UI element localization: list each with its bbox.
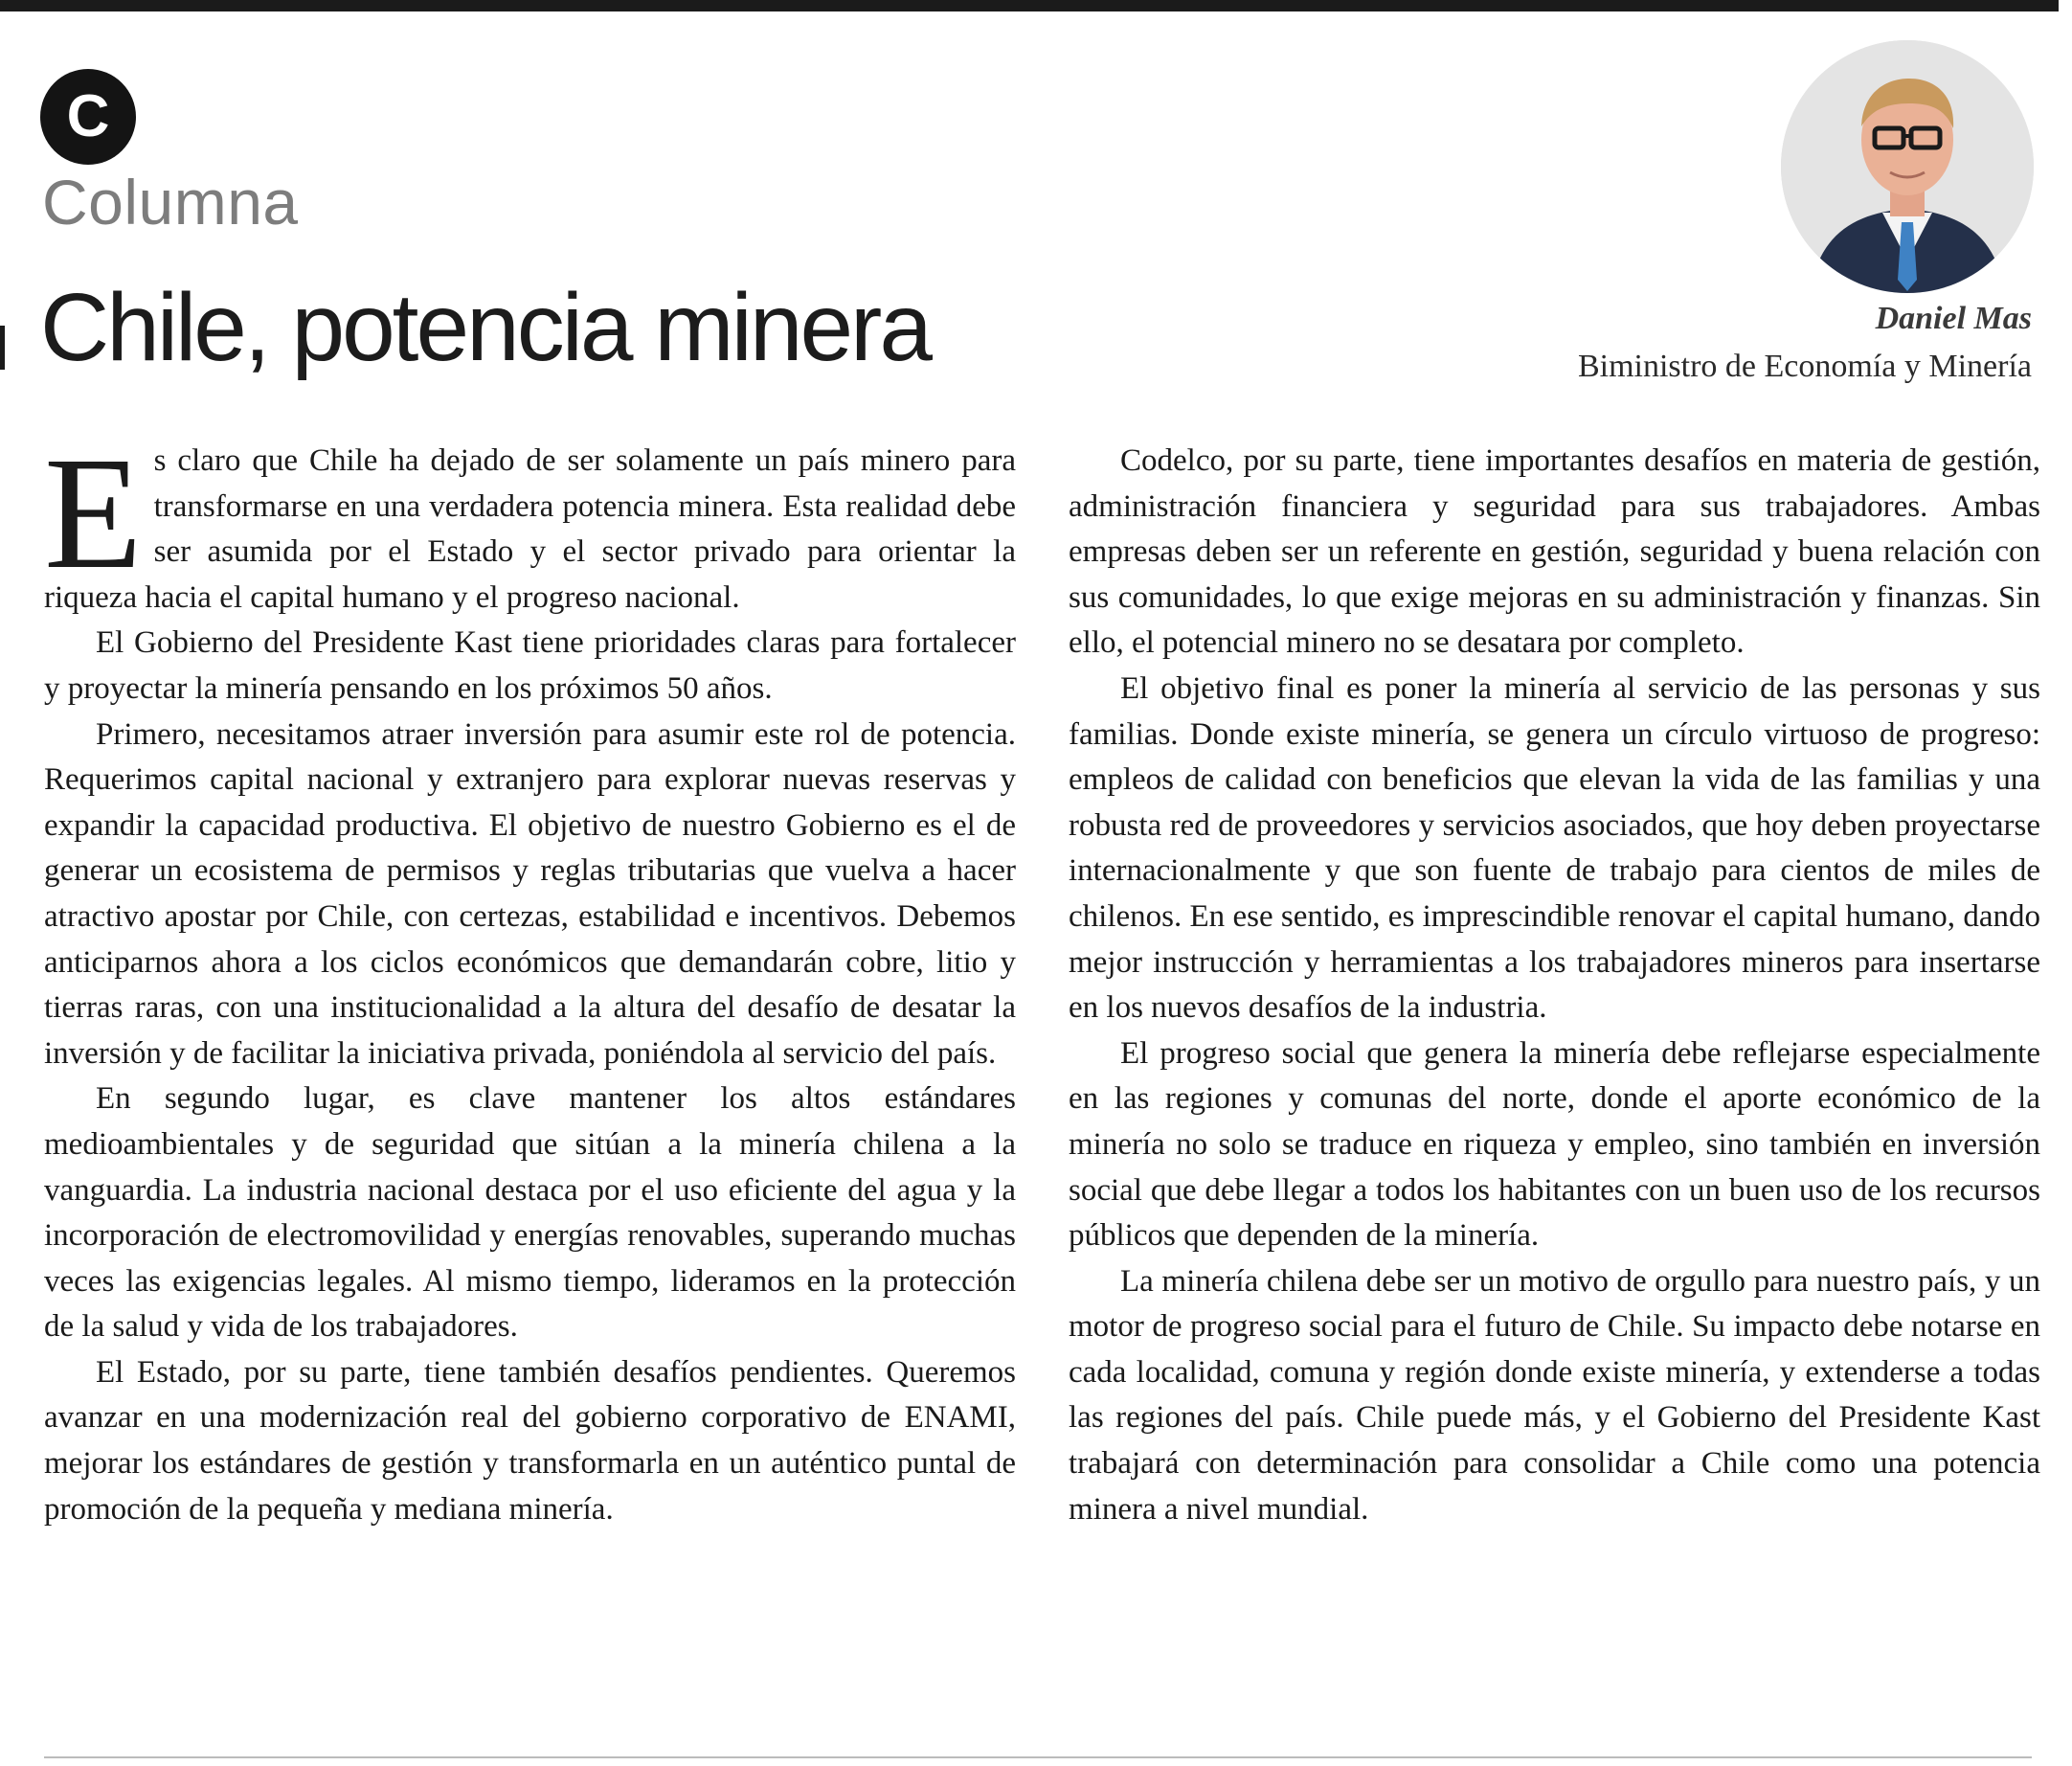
badge-letter: C	[66, 83, 110, 149]
paragraph: El Estado, por su parte, tiene también desafíos pendientes. Queremos avanzar en una modernización real del gobierno corporativo de ENAMI, mejorar los estándares de gestión y transformarla en un auténtico puntal de promoción de la pequeña y mediana minería.	[44, 1354, 1016, 1527]
author-role: Biministro de Economía y Minería	[1577, 349, 2032, 384]
section-label: Columna	[42, 167, 299, 238]
paragraph: El progreso social que genera la minería debe reflejarse especialmente en las regiones y comunas del norte, donde el aporte económico de la minería no solo se traduce en riqueza y empleo, sino también en inversión social que debe llegar a todos los habitantes con un buen uso de los recursos públicos que dependen de la minería.	[1069, 1035, 2040, 1254]
paragraph: Codelco, por su parte, tiene importantes desafíos en materia de gestión, administración financiera y seguridad para sus trabajadores. Ambas empresas deben ser un referente en gestión, seguridad y buena relación con sus comunidades, lo que exige mejoras en su administración y finanzas. Sin ello, el potencial minero no se desatara por completo.	[1069, 443, 2040, 661]
headline: Chile, potencia minera	[40, 274, 930, 381]
author-portrait-icon	[1781, 40, 2034, 293]
article-column-right	[1069, 439, 2040, 1532]
article-column-left	[44, 424, 1016, 1532]
bottom-rule	[44, 1756, 2032, 1758]
paragraph-text: s claro que Chile ha dejado de ser solamente un país minero para transformarse en una verdadera potencia minera. Esta realidad debe ser asumida por el Estado y el sector privado para orientar la riqueza hacia el capital humano y el progreso nacional.	[44, 443, 1016, 615]
author-portrait	[1781, 40, 2034, 293]
author-name: Daniel Mas	[1875, 301, 2032, 336]
drop-cap: E	[44, 424, 143, 602]
paragraph: En segundo lugar, es clave mantener los altos estándares medioambientales y de seguridad que sitúan a la minería chilena a la vanguardia. La industria nacional destaca por el uso eficiente del agua y la incorporación de electromovilidad y energías renovables, superando muchas veces las exigencias legales. Al mismo tiempo, lideramos en la protección de la salud y vida de los trabajadores.	[44, 1081, 1016, 1345]
paragraph: Primero, necesitamos atraer inversión para asumir este rol de potencia. Requerimos capital nacional y extranjero para explorar nuevas reservas y expandir la capacidad productiva. El objetivo de nuestro Gobierno es el de generar un ecosistema de permisos y reglas tributarias que vuelva a hacer atractivo apostar por Chile, con certezas, estabilidad e incentivos. Debemos anticiparnos ahora a los ciclos económicos que demandarán cobre, litio y tierras raras, con una institucionalidad a la altura del desafío de desatar la inversión y de facilitar la iniciativa privada, poniéndola al servicio del país.	[44, 716, 1016, 1071]
column-badge-icon	[40, 69, 136, 165]
margin-mark	[0, 326, 5, 370]
paragraph	[44, 424, 1016, 621]
top-rule	[0, 0, 2059, 11]
paragraph: El Gobierno del Presidente Kast tiene prioridades claras para fortalecer y proyectar la minería pensando en los próximos 50 años.	[44, 625, 1016, 706]
paragraph: La minería chilena debe ser un motivo de orgullo para nuestro país, y un motor de progreso social para el futuro de Chile. Su impacto debe notarse en cada localidad, comuna y región donde existe minería, y extenderse a todas las regiones del país. Chile puede más, y el Gobierno del Presidente Kast trabajará con determinación para consolidar a Chile como una potencia minera a nivel mundial.	[1069, 1263, 2040, 1527]
paragraph: El objetivo final es poner la minería al servicio de las personas y sus familias. Donde existe minería, se genera un círculo virtuoso de progreso: empleos de calidad con beneficios que elevan la vida de las familias y una robusta red de proveedores y servicios asociados, que hoy deben proyectarse internacionalmente y que son fuente de trabajo para cientos de miles de chilenos. En ese sentido, es imprescindible renovar el capital humano, dando mejor instrucción y herramientas a los trabajadores mineros para insertarse en los nuevos desafíos de la industria.	[1069, 670, 2040, 1026]
